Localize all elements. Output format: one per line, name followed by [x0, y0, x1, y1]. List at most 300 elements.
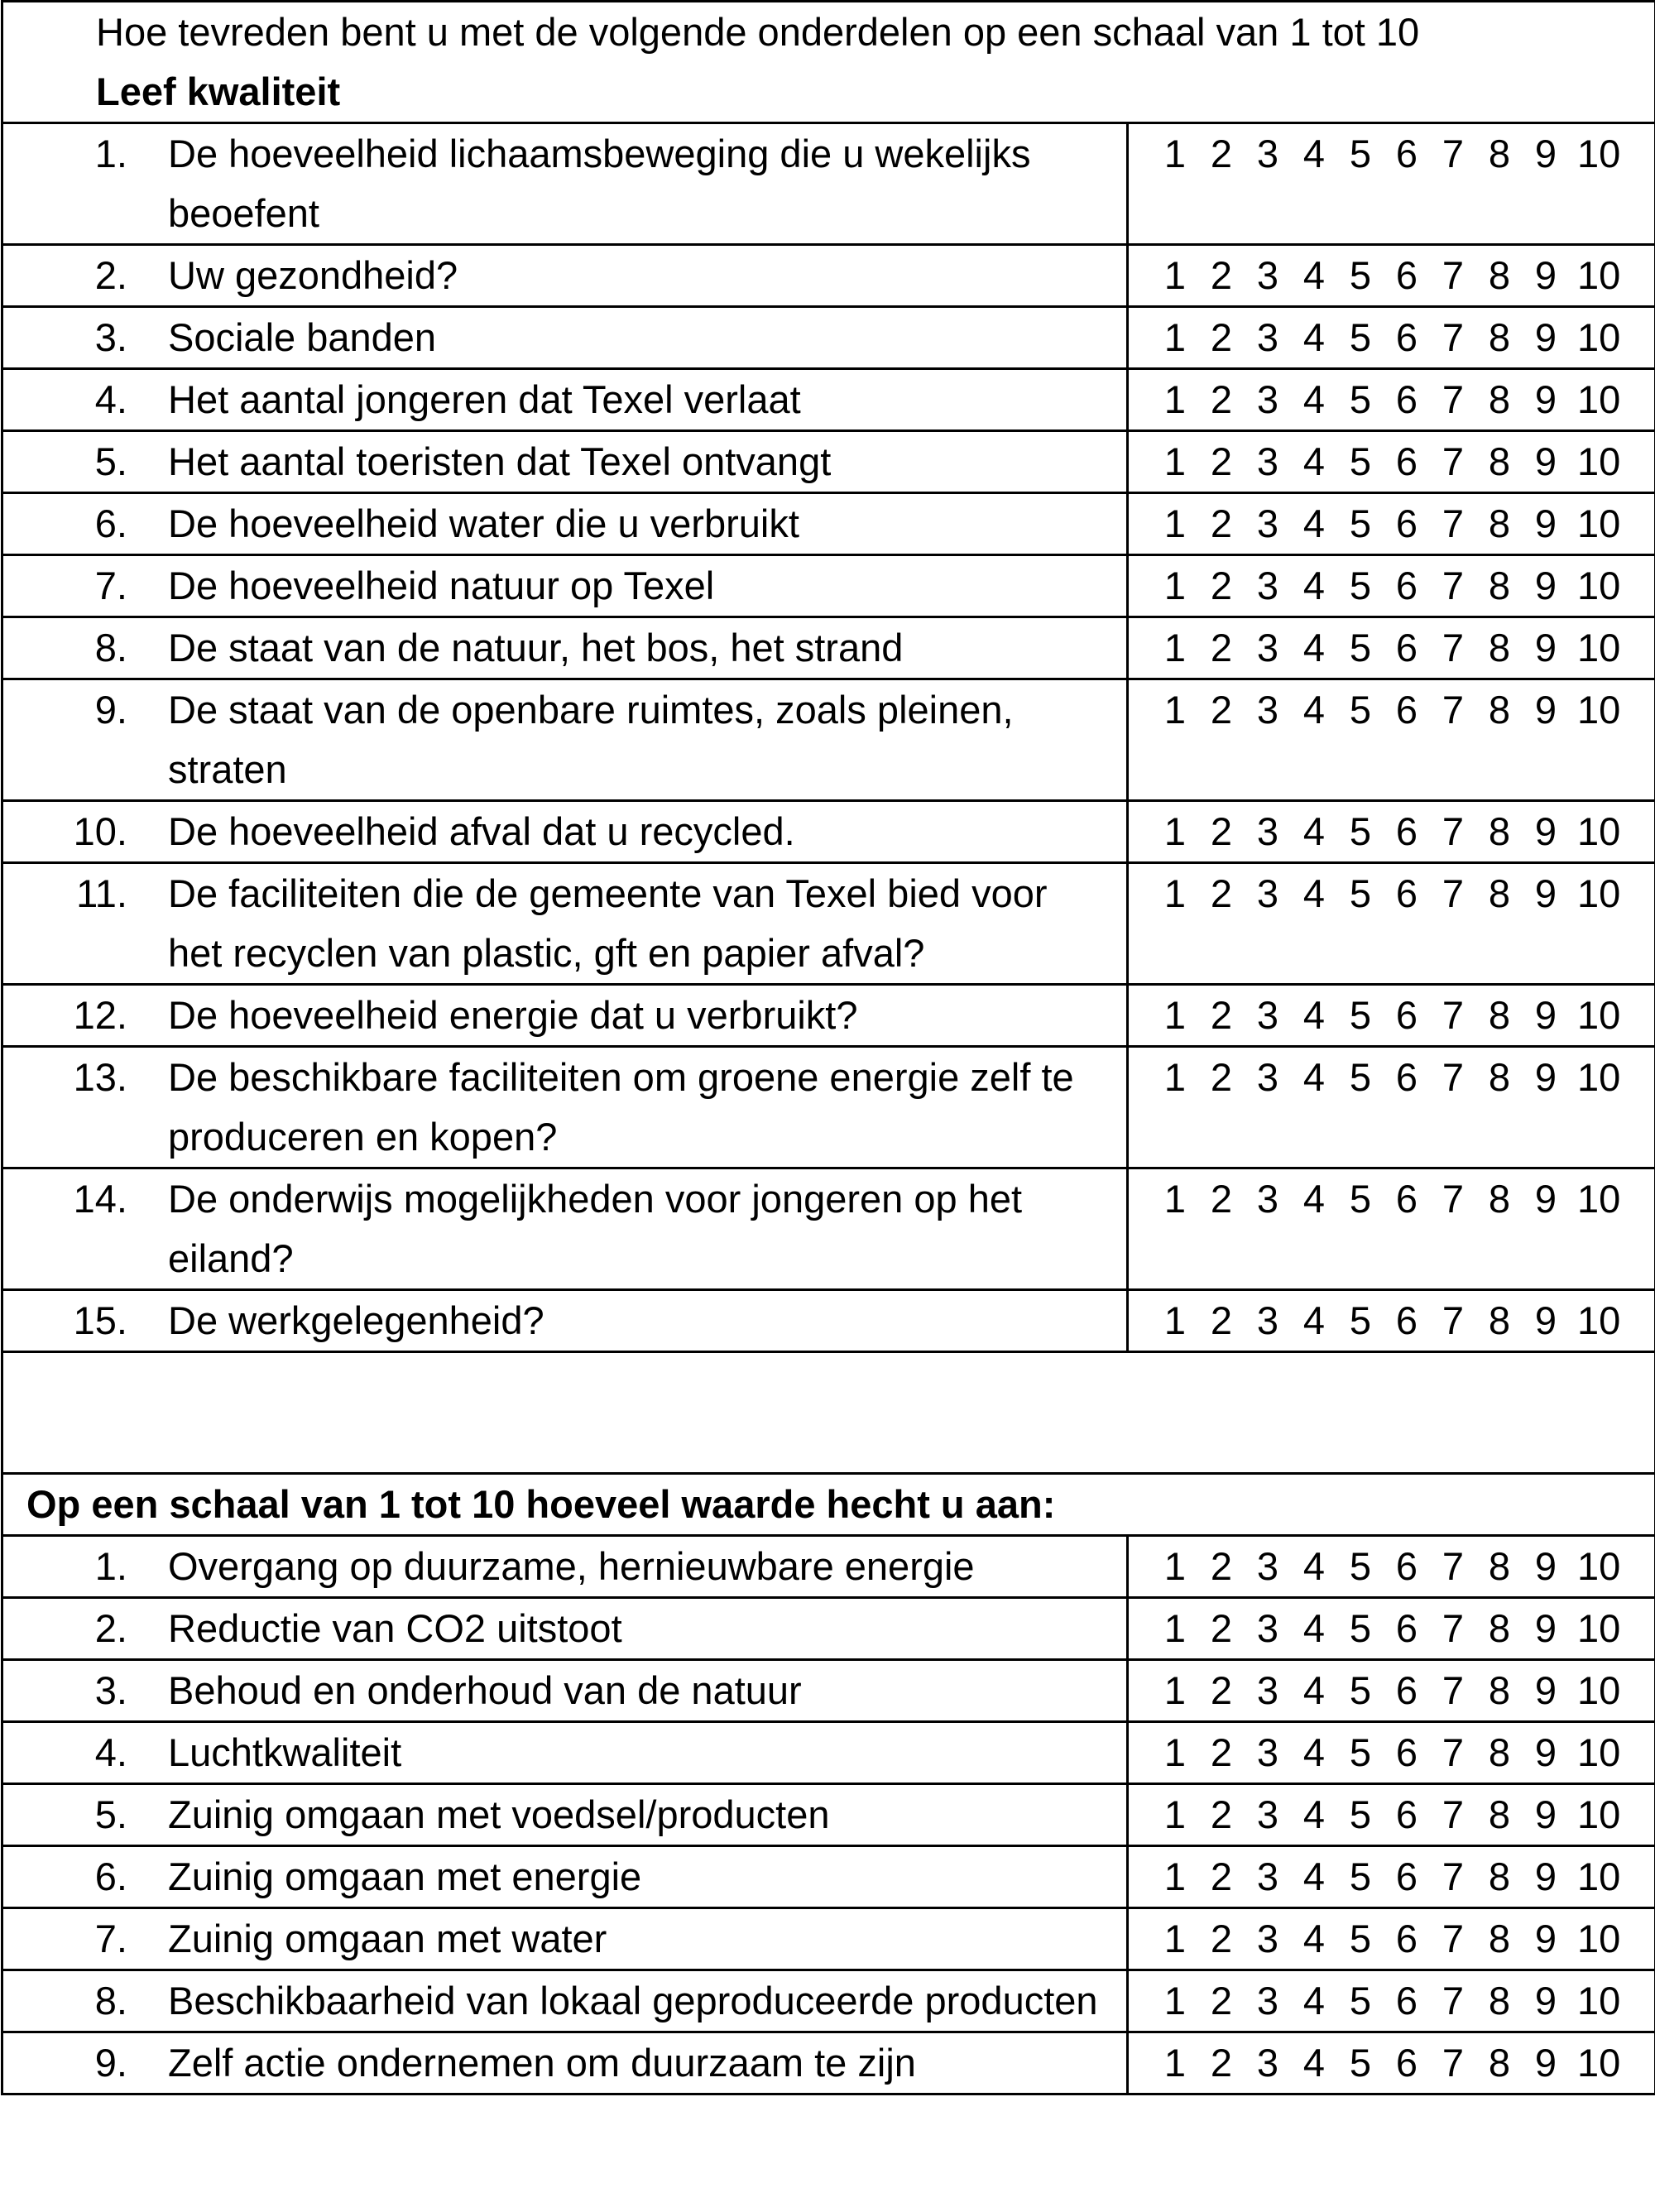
rating-option-9[interactable]: 9 — [1534, 253, 1557, 297]
rating-option-3[interactable]: 3 — [1256, 501, 1279, 545]
rating-scale-cell — [1128, 1970, 1655, 2032]
rating-option-5[interactable]: 5 — [1349, 501, 1372, 545]
rating-option-4[interactable]: 4 — [1302, 1668, 1326, 1712]
rating-option-2[interactable]: 2 — [1210, 1606, 1233, 1650]
rating-option-3[interactable]: 3 — [1256, 809, 1279, 853]
rating-option-2[interactable]: 2 — [1210, 439, 1233, 483]
rating-option-9[interactable]: 9 — [1534, 1730, 1557, 1774]
rating-option-2[interactable]: 2 — [1210, 1055, 1233, 1099]
rating-option-5[interactable]: 5 — [1349, 688, 1372, 732]
rating-option-10[interactable]: 10 — [1577, 809, 1621, 853]
rating-option-10[interactable]: 10 — [1577, 1792, 1621, 1836]
question-number: 7. — [94, 1917, 127, 1960]
rating-option-6[interactable]: 6 — [1395, 1606, 1418, 1650]
rating-scale-cell — [1128, 1846, 1655, 1908]
rating-option-3[interactable]: 3 — [1256, 626, 1279, 669]
rating-option-1[interactable]: 1 — [1163, 809, 1187, 853]
spacer-row — [2, 1352, 1655, 1474]
rating-option-1[interactable]: 1 — [1163, 1298, 1187, 1342]
rating-option-4[interactable]: 4 — [1302, 1177, 1326, 1221]
section2-title: Op een schaal van 1 tot 10 hoeveel waarde hecht u aan: — [26, 1482, 1056, 1526]
rating-option-1[interactable]: 1 — [1163, 1917, 1187, 1960]
section2-question-row — [2, 1970, 1655, 2032]
rating-option-6[interactable]: 6 — [1395, 1979, 1418, 2022]
rating-option-9[interactable]: 9 — [1534, 1606, 1557, 1650]
rating-option-4[interactable]: 4 — [1302, 1855, 1326, 1898]
rating-option-9[interactable]: 9 — [1534, 315, 1557, 359]
question-text: Sociale banden — [168, 315, 437, 359]
rating-option-4[interactable]: 4 — [1302, 688, 1326, 732]
rating-option-10[interactable]: 10 — [1577, 1668, 1621, 1712]
rating-option-9[interactable]: 9 — [1534, 1177, 1557, 1221]
rating-option-8[interactable]: 8 — [1488, 439, 1511, 483]
rating-option-9[interactable]: 9 — [1534, 1855, 1557, 1898]
rating-scale — [1129, 680, 1654, 740]
question-number: 11. — [76, 871, 127, 915]
rating-option-9[interactable]: 9 — [1534, 871, 1557, 915]
rating-option-6[interactable]: 6 — [1395, 1792, 1418, 1836]
rating-option-4[interactable]: 4 — [1302, 377, 1326, 421]
rating-option-9[interactable]: 9 — [1534, 564, 1557, 607]
question-text: Het aantal jongeren dat Texel verlaat — [168, 377, 801, 421]
rating-option-3[interactable]: 3 — [1256, 1855, 1279, 1898]
rating-option-5[interactable]: 5 — [1349, 1668, 1372, 1712]
section2-question-row — [2, 1908, 1655, 1970]
question-number: 2. — [94, 253, 127, 297]
rating-option-1[interactable]: 1 — [1163, 688, 1187, 732]
rating-option-8[interactable]: 8 — [1488, 1055, 1511, 1099]
rating-option-9[interactable]: 9 — [1534, 1298, 1557, 1342]
rating-option-5[interactable]: 5 — [1349, 2041, 1372, 2085]
rating-option-10[interactable]: 10 — [1577, 871, 1621, 915]
question-cell — [2, 1660, 1128, 1722]
rating-option-8[interactable]: 8 — [1488, 809, 1511, 853]
rating-option-3[interactable]: 3 — [1256, 2041, 1279, 2085]
rating-option-2[interactable]: 2 — [1210, 564, 1233, 607]
rating-option-8[interactable]: 8 — [1488, 1979, 1511, 2022]
rating-option-7[interactable]: 7 — [1442, 253, 1465, 297]
rating-option-3[interactable]: 3 — [1256, 1730, 1279, 1774]
rating-option-8[interactable]: 8 — [1488, 993, 1511, 1037]
question-text: Het aantal toeristen dat Texel ontvangt — [168, 439, 832, 483]
rating-option-4[interactable]: 4 — [1302, 809, 1326, 853]
rating-option-3[interactable]: 3 — [1256, 1544, 1279, 1588]
section1-question-row — [2, 555, 1655, 617]
rating-option-9[interactable]: 9 — [1534, 377, 1557, 421]
rating-option-5[interactable]: 5 — [1349, 871, 1372, 915]
rating-option-1[interactable]: 1 — [1163, 2041, 1187, 2085]
rating-option-3[interactable]: 3 — [1256, 1298, 1279, 1342]
rating-option-8[interactable]: 8 — [1488, 1668, 1511, 1712]
rating-option-4[interactable]: 4 — [1302, 501, 1326, 545]
survey-table — [1, 0, 1655, 2095]
rating-option-8[interactable]: 8 — [1488, 2041, 1511, 2085]
rating-option-7[interactable]: 7 — [1442, 1730, 1465, 1774]
rating-scale-cell — [1128, 1047, 1655, 1168]
rating-option-4[interactable]: 4 — [1302, 1298, 1326, 1342]
rating-option-2[interactable]: 2 — [1210, 501, 1233, 545]
rating-option-6[interactable]: 6 — [1395, 439, 1418, 483]
question-text: De hoeveelheid natuur op Texel — [168, 564, 715, 607]
rating-option-6[interactable]: 6 — [1395, 1298, 1418, 1342]
rating-option-6[interactable]: 6 — [1395, 501, 1418, 545]
rating-option-5[interactable]: 5 — [1349, 1792, 1372, 1836]
rating-option-10[interactable]: 10 — [1577, 1606, 1621, 1650]
rating-option-8[interactable]: 8 — [1488, 871, 1511, 915]
rating-option-10[interactable]: 10 — [1577, 377, 1621, 421]
rating-option-9[interactable]: 9 — [1534, 809, 1557, 853]
rating-option-7[interactable]: 7 — [1442, 377, 1465, 421]
question-number: 2. — [94, 1606, 127, 1650]
rating-option-2[interactable]: 2 — [1210, 1298, 1233, 1342]
rating-option-4[interactable]: 4 — [1302, 253, 1326, 297]
rating-option-1[interactable]: 1 — [1163, 1855, 1187, 1898]
rating-option-8[interactable]: 8 — [1488, 564, 1511, 607]
question-number: 6. — [94, 501, 127, 545]
rating-option-10[interactable]: 10 — [1577, 253, 1621, 297]
question-number: 8. — [94, 1979, 127, 2022]
rating-option-1[interactable]: 1 — [1163, 132, 1187, 175]
rating-option-1[interactable]: 1 — [1163, 501, 1187, 545]
rating-option-5[interactable]: 5 — [1349, 1606, 1372, 1650]
rating-scale-cell — [1128, 1168, 1655, 1290]
rating-option-2[interactable]: 2 — [1210, 253, 1233, 297]
rating-option-1[interactable]: 1 — [1163, 253, 1187, 297]
rating-option-4[interactable]: 4 — [1302, 132, 1326, 175]
rating-option-9[interactable]: 9 — [1534, 688, 1557, 732]
rating-option-8[interactable]: 8 — [1488, 253, 1511, 297]
rating-option-7[interactable]: 7 — [1442, 688, 1465, 732]
rating-option-2[interactable]: 2 — [1210, 809, 1233, 853]
rating-option-3[interactable]: 3 — [1256, 564, 1279, 607]
rating-option-5[interactable]: 5 — [1349, 626, 1372, 669]
rating-scale — [1129, 1537, 1654, 1596]
rating-option-6[interactable]: 6 — [1395, 1668, 1418, 1712]
rating-option-7[interactable]: 7 — [1442, 2041, 1465, 2085]
rating-scale — [1129, 1909, 1654, 1969]
rating-option-5[interactable]: 5 — [1349, 132, 1372, 175]
section2-question-row — [2, 1722, 1655, 1784]
rating-option-4[interactable]: 4 — [1302, 1055, 1326, 1099]
rating-option-10[interactable]: 10 — [1577, 564, 1621, 607]
rating-option-1[interactable]: 1 — [1163, 993, 1187, 1037]
rating-option-4[interactable]: 4 — [1302, 2041, 1326, 2085]
rating-option-7[interactable]: 7 — [1442, 564, 1465, 607]
rating-option-5[interactable]: 5 — [1349, 993, 1372, 1037]
rating-option-10[interactable]: 10 — [1577, 626, 1621, 669]
rating-option-7[interactable]: 7 — [1442, 1917, 1465, 1960]
rating-option-8[interactable]: 8 — [1488, 501, 1511, 545]
rating-scale — [1129, 124, 1654, 184]
rating-option-7[interactable]: 7 — [1442, 1177, 1465, 1221]
rating-option-9[interactable]: 9 — [1534, 1917, 1557, 1960]
rating-option-7[interactable]: 7 — [1442, 1855, 1465, 1898]
rating-option-6[interactable]: 6 — [1395, 688, 1418, 732]
rating-scale — [1129, 864, 1654, 924]
rating-option-10[interactable]: 10 — [1577, 688, 1621, 732]
rating-option-4[interactable]: 4 — [1302, 1730, 1326, 1774]
rating-option-5[interactable]: 5 — [1349, 253, 1372, 297]
rating-option-7[interactable]: 7 — [1442, 1298, 1465, 1342]
rating-scale-cell — [1128, 1536, 1655, 1598]
rating-option-2[interactable]: 2 — [1210, 1979, 1233, 2022]
rating-option-5[interactable]: 5 — [1349, 1979, 1372, 2022]
section1-question-row — [2, 863, 1655, 985]
rating-option-3[interactable]: 3 — [1256, 1055, 1279, 1099]
rating-option-3[interactable]: 3 — [1256, 688, 1279, 732]
rating-option-4[interactable]: 4 — [1302, 1544, 1326, 1588]
rating-option-10[interactable]: 10 — [1577, 132, 1621, 175]
rating-option-1[interactable]: 1 — [1163, 1979, 1187, 2022]
question-number: 9. — [94, 688, 127, 732]
rating-option-6[interactable]: 6 — [1395, 253, 1418, 297]
rating-scale-cell — [1128, 617, 1655, 679]
rating-option-8[interactable]: 8 — [1488, 1177, 1511, 1221]
question-text: Zuinig omgaan met voedsel/producten — [168, 1792, 830, 1836]
rating-option-9[interactable]: 9 — [1534, 1055, 1557, 1099]
rating-option-7[interactable]: 7 — [1442, 1668, 1465, 1712]
rating-option-1[interactable]: 1 — [1163, 315, 1187, 359]
rating-option-9[interactable]: 9 — [1534, 1544, 1557, 1588]
rating-option-8[interactable]: 8 — [1488, 377, 1511, 421]
rating-option-5[interactable]: 5 — [1349, 1055, 1372, 1099]
rating-option-3[interactable]: 3 — [1256, 1979, 1279, 2022]
rating-option-2[interactable]: 2 — [1210, 1730, 1233, 1774]
question-cell — [2, 245, 1128, 307]
rating-option-1[interactable]: 1 — [1163, 1730, 1187, 1774]
rating-option-4[interactable]: 4 — [1302, 1606, 1326, 1650]
rating-option-9[interactable]: 9 — [1534, 1979, 1557, 2022]
rating-option-10[interactable]: 10 — [1577, 993, 1621, 1037]
rating-option-2[interactable]: 2 — [1210, 688, 1233, 732]
rating-option-5[interactable]: 5 — [1349, 1917, 1372, 1960]
rating-option-10[interactable]: 10 — [1577, 1917, 1621, 1960]
rating-option-1[interactable]: 1 — [1163, 1055, 1187, 1099]
rating-option-10[interactable]: 10 — [1577, 439, 1621, 483]
rating-option-2[interactable]: 2 — [1210, 2041, 1233, 2085]
rating-option-6[interactable]: 6 — [1395, 1177, 1418, 1221]
rating-option-8[interactable]: 8 — [1488, 1792, 1511, 1836]
rating-option-7[interactable]: 7 — [1442, 1792, 1465, 1836]
rating-option-7[interactable]: 7 — [1442, 1606, 1465, 1650]
rating-option-2[interactable]: 2 — [1210, 626, 1233, 669]
rating-option-1[interactable]: 1 — [1163, 626, 1187, 669]
rating-option-7[interactable]: 7 — [1442, 809, 1465, 853]
rating-option-9[interactable]: 9 — [1534, 626, 1557, 669]
rating-option-5[interactable]: 5 — [1349, 377, 1372, 421]
rating-option-6[interactable]: 6 — [1395, 1730, 1418, 1774]
rating-option-6[interactable]: 6 — [1395, 809, 1418, 853]
rating-option-5[interactable]: 5 — [1349, 439, 1372, 483]
rating-option-6[interactable]: 6 — [1395, 871, 1418, 915]
rating-option-2[interactable]: 2 — [1210, 1792, 1233, 1836]
rating-option-5[interactable]: 5 — [1349, 1544, 1372, 1588]
rating-option-7[interactable]: 7 — [1442, 993, 1465, 1037]
rating-option-10[interactable]: 10 — [1577, 1298, 1621, 1342]
section2-title-row — [2, 1474, 1655, 1536]
question-cell — [2, 1970, 1128, 2032]
rating-scale-cell — [1128, 431, 1655, 493]
rating-option-7[interactable]: 7 — [1442, 1055, 1465, 1099]
question-cell — [2, 123, 1128, 245]
rating-option-5[interactable]: 5 — [1349, 1177, 1372, 1221]
rating-option-5[interactable]: 5 — [1349, 1855, 1372, 1898]
rating-scale — [1129, 1048, 1654, 1107]
rating-option-6[interactable]: 6 — [1395, 993, 1418, 1037]
rating-option-2[interactable]: 2 — [1210, 1855, 1233, 1898]
rating-option-7[interactable]: 7 — [1442, 1979, 1465, 2022]
rating-option-7[interactable]: 7 — [1442, 132, 1465, 175]
rating-option-6[interactable]: 6 — [1395, 1917, 1418, 1960]
rating-option-10[interactable]: 10 — [1577, 1855, 1621, 1898]
section-title-leef-kwaliteit: Leef kwaliteit — [96, 70, 341, 113]
question-text: De hoeveelheid energie dat u verbruikt? — [168, 993, 858, 1037]
rating-option-9[interactable]: 9 — [1534, 132, 1557, 175]
rating-scale — [1129, 1723, 1654, 1783]
rating-option-6[interactable]: 6 — [1395, 626, 1418, 669]
rating-option-8[interactable]: 8 — [1488, 688, 1511, 732]
rating-option-9[interactable]: 9 — [1534, 2041, 1557, 2085]
question-cell — [2, 617, 1128, 679]
rating-option-4[interactable]: 4 — [1302, 1917, 1326, 1960]
rating-option-1[interactable]: 1 — [1163, 564, 1187, 607]
rating-option-5[interactable]: 5 — [1349, 564, 1372, 607]
rating-option-5[interactable]: 5 — [1349, 809, 1372, 853]
rating-option-3[interactable]: 3 — [1256, 1917, 1279, 1960]
question-cell — [2, 431, 1128, 493]
rating-option-7[interactable]: 7 — [1442, 1544, 1465, 1588]
rating-option-9[interactable]: 9 — [1534, 501, 1557, 545]
question-cell — [2, 555, 1128, 617]
rating-option-6[interactable]: 6 — [1395, 315, 1418, 359]
rating-option-9[interactable]: 9 — [1534, 1668, 1557, 1712]
rating-option-5[interactable]: 5 — [1349, 1298, 1372, 1342]
rating-option-7[interactable]: 7 — [1442, 315, 1465, 359]
rating-option-4[interactable]: 4 — [1302, 439, 1326, 483]
rating-option-2[interactable]: 2 — [1210, 1668, 1233, 1712]
rating-option-7[interactable]: 7 — [1442, 439, 1465, 483]
rating-option-8[interactable]: 8 — [1488, 626, 1511, 669]
rating-option-10[interactable]: 10 — [1577, 501, 1621, 545]
rating-option-3[interactable]: 3 — [1256, 1606, 1279, 1650]
rating-option-6[interactable]: 6 — [1395, 132, 1418, 175]
rating-option-6[interactable]: 6 — [1395, 377, 1418, 421]
rating-option-2[interactable]: 2 — [1210, 1177, 1233, 1221]
rating-option-3[interactable]: 3 — [1256, 377, 1279, 421]
rating-option-7[interactable]: 7 — [1442, 501, 1465, 545]
rating-option-3[interactable]: 3 — [1256, 1792, 1279, 1836]
rating-option-5[interactable]: 5 — [1349, 315, 1372, 359]
rating-option-10[interactable]: 10 — [1577, 1177, 1621, 1221]
rating-option-3[interactable]: 3 — [1256, 315, 1279, 359]
rating-option-10[interactable]: 10 — [1577, 1979, 1621, 2022]
rating-option-2[interactable]: 2 — [1210, 315, 1233, 359]
rating-option-7[interactable]: 7 — [1442, 871, 1465, 915]
section1-question-row — [2, 431, 1655, 493]
rating-option-3[interactable]: 3 — [1256, 871, 1279, 915]
rating-option-3[interactable]: 3 — [1256, 1668, 1279, 1712]
rating-option-2[interactable]: 2 — [1210, 132, 1233, 175]
rating-option-3[interactable]: 3 — [1256, 439, 1279, 483]
rating-option-2[interactable]: 2 — [1210, 993, 1233, 1037]
section2-title-cell — [2, 1474, 1655, 1536]
rating-option-8[interactable]: 8 — [1488, 1917, 1511, 1960]
question-number: 9. — [94, 2041, 127, 2085]
question-cell — [2, 1784, 1128, 1846]
rating-option-10[interactable]: 10 — [1577, 1055, 1621, 1099]
rating-option-9[interactable]: 9 — [1534, 439, 1557, 483]
question-cell — [2, 1908, 1128, 1970]
rating-option-4[interactable]: 4 — [1302, 315, 1326, 359]
rating-option-2[interactable]: 2 — [1210, 871, 1233, 915]
rating-option-6[interactable]: 6 — [1395, 1055, 1418, 1099]
rating-option-1[interactable]: 1 — [1163, 439, 1187, 483]
rating-option-6[interactable]: 6 — [1395, 1544, 1418, 1588]
rating-scale — [1129, 802, 1654, 861]
rating-option-4[interactable]: 4 — [1302, 626, 1326, 669]
rating-option-2[interactable]: 2 — [1210, 377, 1233, 421]
rating-option-1[interactable]: 1 — [1163, 1544, 1187, 1588]
rating-option-5[interactable]: 5 — [1349, 1730, 1372, 1774]
rating-option-3[interactable]: 3 — [1256, 132, 1279, 175]
rating-option-6[interactable]: 6 — [1395, 564, 1418, 607]
rating-option-1[interactable]: 1 — [1163, 1792, 1187, 1836]
rating-option-7[interactable]: 7 — [1442, 626, 1465, 669]
rating-option-4[interactable]: 4 — [1302, 1792, 1326, 1836]
rating-option-4[interactable]: 4 — [1302, 564, 1326, 607]
rating-option-8[interactable]: 8 — [1488, 1855, 1511, 1898]
rating-option-1[interactable]: 1 — [1163, 1177, 1187, 1221]
rating-option-1[interactable]: 1 — [1163, 1668, 1187, 1712]
rating-option-8[interactable]: 8 — [1488, 1298, 1511, 1342]
question-cell — [2, 1290, 1128, 1352]
rating-option-10[interactable]: 10 — [1577, 1730, 1621, 1774]
rating-option-6[interactable]: 6 — [1395, 1855, 1418, 1898]
rating-option-9[interactable]: 9 — [1534, 1792, 1557, 1836]
rating-option-8[interactable]: 8 — [1488, 315, 1511, 359]
rating-option-2[interactable]: 2 — [1210, 1917, 1233, 1960]
section1-question-row — [2, 985, 1655, 1047]
question-number: 14. — [73, 1177, 127, 1221]
rating-option-6[interactable]: 6 — [1395, 2041, 1418, 2085]
question-number: 4. — [94, 1730, 127, 1774]
rating-option-8[interactable]: 8 — [1488, 132, 1511, 175]
rating-option-2[interactable]: 2 — [1210, 1544, 1233, 1588]
rating-option-4[interactable]: 4 — [1302, 993, 1326, 1037]
section1-question-row — [2, 679, 1655, 801]
rating-option-1[interactable]: 1 — [1163, 871, 1187, 915]
rating-option-8[interactable]: 8 — [1488, 1544, 1511, 1588]
rating-option-3[interactable]: 3 — [1256, 253, 1279, 297]
rating-scale-cell — [1128, 123, 1655, 245]
rating-option-10[interactable]: 10 — [1577, 315, 1621, 359]
section2-question-row — [2, 1660, 1655, 1722]
rating-option-4[interactable]: 4 — [1302, 871, 1326, 915]
rating-option-4[interactable]: 4 — [1302, 1979, 1326, 2022]
rating-option-8[interactable]: 8 — [1488, 1730, 1511, 1774]
question-text: Beschikbaarheid van lokaal geproduceerde producten — [168, 1979, 1098, 2022]
rating-option-3[interactable]: 3 — [1256, 993, 1279, 1037]
rating-option-8[interactable]: 8 — [1488, 1606, 1511, 1650]
rating-option-1[interactable]: 1 — [1163, 1606, 1187, 1650]
rating-option-10[interactable]: 10 — [1577, 1544, 1621, 1588]
rating-option-9[interactable]: 9 — [1534, 993, 1557, 1037]
rating-scale — [1129, 1169, 1654, 1229]
rating-option-10[interactable]: 10 — [1577, 2041, 1621, 2085]
rating-scale-cell — [1128, 1784, 1655, 1846]
rating-option-1[interactable]: 1 — [1163, 377, 1187, 421]
rating-option-3[interactable]: 3 — [1256, 1177, 1279, 1221]
